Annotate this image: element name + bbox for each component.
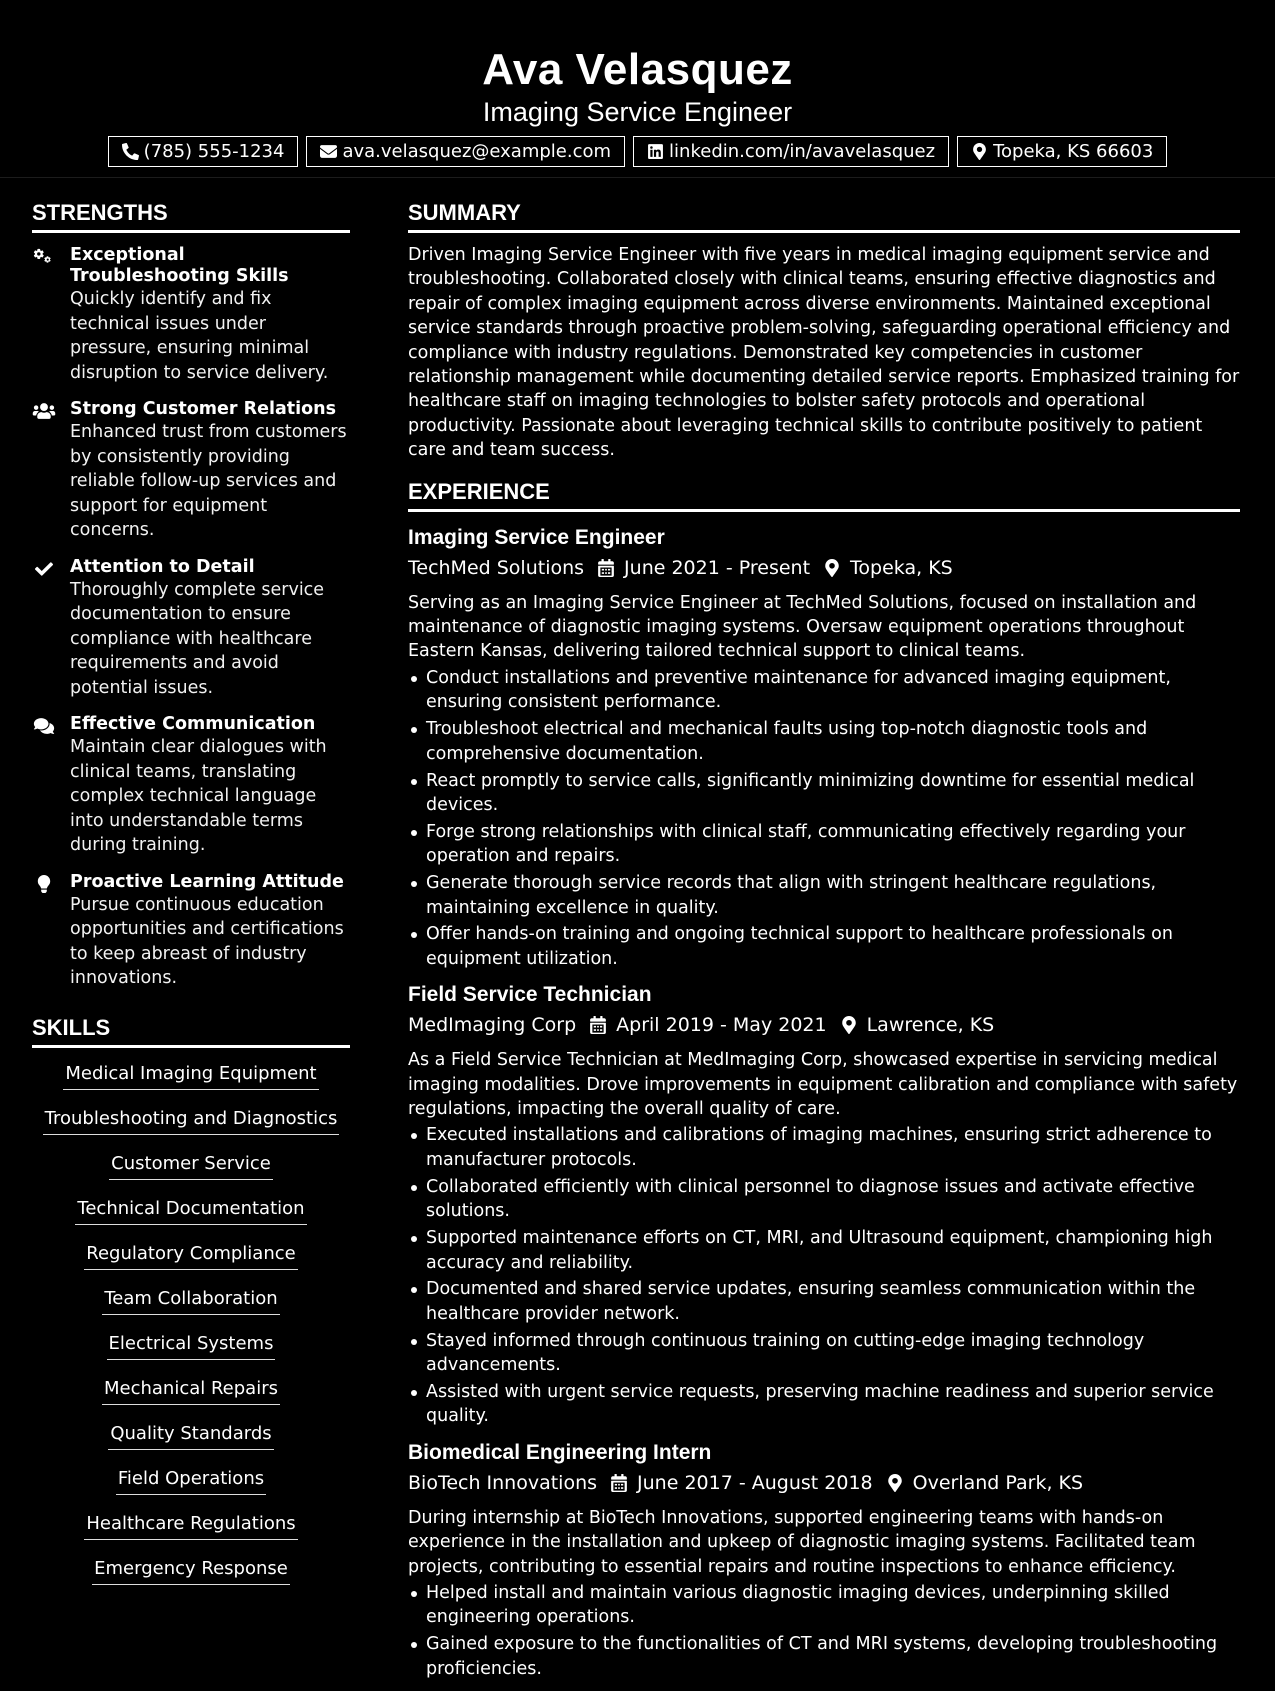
strength-item: [32, 872, 350, 991]
job-meta: [408, 1468, 1240, 1498]
strength-desc: Pursue continuous education opportunities and certifications to keep abreast of industry innovations.: [70, 894, 344, 988]
job-bullets: [408, 1581, 1240, 1681]
job-title: Imaging Service Engineer: [408, 525, 665, 549]
skill-tag: Quality Standards: [108, 1422, 273, 1450]
calendar-icon: [597, 559, 615, 577]
contact-bar: [0, 136, 1275, 167]
job-bullet: React promptly to service calls, significantly minimizing downtime for essential medical devices.: [408, 769, 1240, 818]
strength-desc: Quickly identify and fix technical issues under pressure, ensuring minimal disruption to service delivery.: [70, 289, 329, 383]
calendar-icon: [589, 1016, 607, 1034]
skill-tag: Field Operations: [116, 1467, 266, 1495]
strength-title: Strong Customer Relations: [70, 399, 337, 419]
strength-title: Effective Communication: [70, 714, 316, 734]
strength-item: [32, 245, 350, 385]
job-bullet: Helped install and maintain various diagnostic imaging devices, underpinning skilled engineering operations.: [408, 1581, 1240, 1630]
check-icon: [32, 560, 56, 578]
skill-tag: Healthcare Regulations: [84, 1512, 297, 1540]
phone-icon: [122, 143, 139, 160]
envelope-icon: [320, 143, 337, 160]
job-bullet: Troubleshoot electrical and mechanical faults using top-notch diagnostic tools and comprehensive documentation.: [408, 717, 1240, 766]
calendar-icon: [610, 1474, 628, 1492]
summary-heading: SUMMARY: [408, 198, 1240, 233]
skill-tag: Regulatory Compliance: [84, 1242, 297, 1270]
skills-list: [32, 1062, 350, 1602]
skill-tag: Team Collaboration: [102, 1287, 279, 1315]
contact-email-text: ava.velasquez@example.com: [342, 141, 612, 162]
job-bullet: Collaborated efficiently with clinical personnel to diagnose issues and activate effective solutions.: [408, 1175, 1240, 1224]
job-bullet: Executed installations and calibrations of imaging machines, ensuring strict adherence to manufacturer protocols.: [408, 1123, 1240, 1172]
job-company: TechMed Solutions: [408, 556, 585, 579]
left-column: [32, 198, 350, 1602]
experience-heading: EXPERIENCE: [408, 477, 1240, 512]
contact-phone-text: (785) 555-1234: [143, 141, 285, 162]
strength-title: Exceptional Troubleshooting Skills: [70, 245, 289, 286]
map-pin-icon: [840, 1016, 858, 1034]
right-column: [408, 198, 1240, 1691]
job-bullet: Assisted with urgent service requests, preserving machine readiness and superior service quality.: [408, 1380, 1240, 1429]
strength-item: [32, 399, 350, 543]
map-pin-icon: [971, 143, 988, 160]
contact-location[interactable]: [957, 136, 1167, 167]
job-description: During internship at BioTech Innovations, supported engineering teams with hands-on experience in the installation and upkeep of diagnostic imaging systems. Facilitated team projects, contributing to essential repairs and routine inspections to enhance efficiency.: [408, 1507, 1196, 1577]
users-icon: [32, 402, 56, 420]
contact-phone[interactable]: [108, 136, 299, 167]
strength-desc: Thoroughly complete service documentation to ensure compliance with healthcare requirements and avoid potential issues.: [70, 579, 325, 698]
skills-heading: SKILLS: [32, 1013, 350, 1048]
skill-tag: Troubleshooting and Diagnostics: [43, 1107, 340, 1135]
job-company: MedImaging Corp: [408, 1014, 577, 1037]
strength-desc: Maintain clear dialogues with clinical teams, translating complex technical language into understandable terms during training.: [70, 737, 327, 855]
contact-linkedin[interactable]: [633, 136, 949, 167]
contact-linkedin-text: linkedin.com/in/avavelasquez: [669, 141, 936, 162]
job-bullet: Forge strong relationships with clinical staff, communicating effectively regarding your operation and repairs.: [408, 820, 1240, 869]
job-entry: [408, 524, 1240, 972]
job-location: Lawrence, KS: [866, 1014, 995, 1037]
linkedin-icon: [647, 143, 664, 160]
job-entry: [408, 1439, 1240, 1681]
strengths-heading: STRENGTHS: [32, 198, 350, 233]
skill-tag: Mechanical Repairs: [102, 1377, 280, 1405]
contact-email[interactable]: [306, 136, 625, 167]
strength-item: [32, 714, 350, 858]
job-meta: [408, 1010, 1240, 1040]
job-bullet: Documented and shared service updates, ensuring seamless communication within the healthcare provider network.: [408, 1277, 1240, 1326]
skill-tag: Technical Documentation: [75, 1197, 306, 1225]
map-pin-icon: [823, 559, 841, 577]
skill-tag: Emergency Response: [92, 1557, 290, 1585]
comments-icon: [32, 717, 56, 735]
job-dates: June 2021 - Present: [624, 556, 811, 579]
job-bullet: Stayed informed through continuous training on cutting-edge imaging technology advancements.: [408, 1329, 1240, 1378]
skill-tag: Customer Service: [109, 1152, 273, 1180]
strength-desc: Enhanced trust from customers by consistently providing reliable follow-up services and support for equipment concerns.: [70, 422, 347, 540]
job-bullets: [408, 666, 1240, 971]
candidate-title: Imaging Service Engineer: [482, 97, 793, 127]
job-bullets: [408, 1123, 1240, 1428]
job-description: As a Field Service Technician at MedImaging Corp, showcased expertise in servicing medical imaging modalities. Drove improvements in equipment calibration and compliance with safety regulations, impacting the overall quality of care.: [408, 1050, 1238, 1120]
gears-icon: [32, 248, 56, 266]
job-bullet: Supported maintenance efforts on CT, MRI, and Ultrasound equipment, championing high accuracy and reliability.: [408, 1226, 1240, 1275]
job-title: Biomedical Engineering Intern: [408, 1440, 712, 1464]
map-pin-icon: [886, 1474, 904, 1492]
job-bullet: Gained exposure to the functionalities of CT and MRI systems, developing troubleshooting proficiencies.: [408, 1632, 1240, 1681]
skill-tag: Electrical Systems: [107, 1332, 276, 1360]
summary-text: Driven Imaging Service Engineer with five years in medical imaging equipment service and troubleshooting. Collaborated closely with clinical teams, ensuring effective diagnostics and repair of complex imaging equipment across diverse environments. Maintained exceptional service standards through proactive problem-solving, safeguarding operational efficiency and compliance with industry regulations. Demonstrated key competencies in customer relationship management while documenting detailed service reports. Emphasized training for healthcare staff on imaging technologies to bolster safety protocols and operational productivity. Passionate about leveraging technical skills to contribute positively to patient care and team success.: [408, 245, 1240, 461]
strength-title: Attention to Detail: [70, 556, 255, 577]
job-dates: June 2017 - August 2018: [637, 1471, 873, 1494]
job-location: Topeka, KS: [850, 556, 953, 579]
job-entry: [408, 981, 1240, 1429]
resume-header: [0, 0, 1275, 178]
job-bullet: Conduct installations and preventive maintenance for advanced imaging equipment, ensuring consistent performance.: [408, 666, 1240, 715]
skill-tag: Medical Imaging Equipment: [63, 1062, 318, 1090]
candidate-name: Ava Velasquez: [482, 45, 793, 94]
strength-item: [32, 557, 350, 701]
job-meta: [408, 553, 1240, 583]
job-company: BioTech Innovations: [408, 1471, 598, 1494]
strength-title: Proactive Learning Attitude: [70, 871, 344, 892]
job-title: Field Service Technician: [408, 983, 652, 1007]
contact-location-text: Topeka, KS 66603: [993, 141, 1154, 162]
job-bullet: Generate thorough service records that align with stringent healthcare regulations, maintaining excellence in quality.: [408, 871, 1240, 920]
job-description: Serving as an Imaging Service Engineer at TechMed Solutions, focused on installation and maintenance of diagnostic imaging systems. Oversaw equipment operations throughout Eastern Kansas, delivering tailored technical support to clinical teams.: [408, 592, 1197, 662]
job-bullet: Offer hands-on training and ongoing technical support to healthcare professionals on equipment utilization.: [408, 922, 1240, 971]
job-dates: April 2019 - May 2021: [616, 1014, 827, 1037]
job-location: Overland Park, KS: [912, 1471, 1084, 1494]
lightbulb-icon: [32, 875, 56, 893]
